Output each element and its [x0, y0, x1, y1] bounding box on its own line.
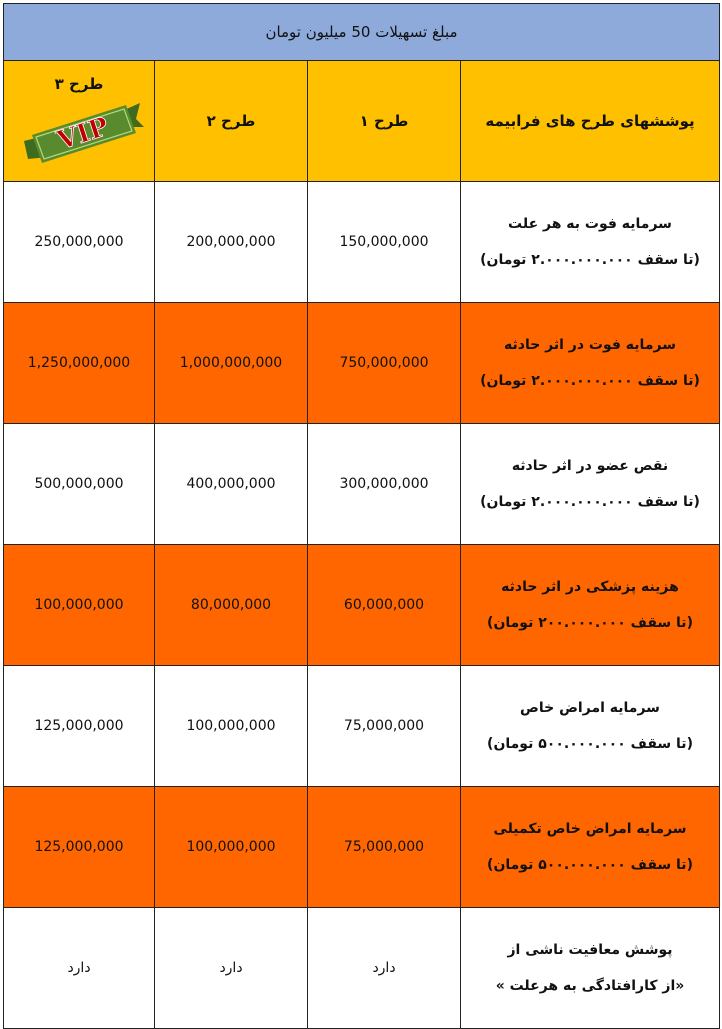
- table-row: [4, 666, 720, 787]
- header-plan1: طرح ۱: [308, 61, 461, 182]
- plan1-value: دارد: [308, 908, 461, 1029]
- coverage-cell: [461, 303, 720, 424]
- coverage-cap: (تا سقف ۲۰۰.۰۰۰.۰۰۰ تومان): [487, 615, 693, 631]
- plan2-value: 100,000,000: [155, 787, 308, 908]
- title-row: [4, 4, 720, 61]
- header-plan3-label: طرح ۳: [54, 75, 104, 93]
- coverage-name: سرمایه امراض خاص تکمیلی: [493, 821, 687, 837]
- header-row: [4, 61, 720, 182]
- vip-ribbon-icon: [18, 97, 148, 169]
- header-coverage: پوششهای طرح های فرابیمه: [461, 61, 720, 182]
- vip-badge-text: VIP: [53, 111, 113, 157]
- coverage-cap: (تا سقف ۵۰۰.۰۰۰.۰۰۰ تومان): [487, 857, 693, 873]
- plan2-value: دارد: [155, 908, 308, 1029]
- coverage-cell: [461, 424, 720, 545]
- plan3-value: 250,000,000: [4, 182, 155, 303]
- coverage-cap: (تا سقف ۲.۰۰۰.۰۰۰.۰۰۰ تومان): [480, 252, 700, 268]
- plan2-value: 80,000,000: [155, 545, 308, 666]
- plan3-value: 125,000,000: [4, 787, 155, 908]
- plan2-value: 1,000,000,000: [155, 303, 308, 424]
- coverage-name: هزینه پزشکی در اثر حادثه: [501, 579, 679, 595]
- table-row: [4, 303, 720, 424]
- table-row: [4, 182, 720, 303]
- coverage-name: پوشش معافیت ناشی از: [507, 942, 673, 958]
- plan1-value: 60,000,000: [308, 545, 461, 666]
- plan1-value: 300,000,000: [308, 424, 461, 545]
- coverage-cap: (تا سقف ۵۰۰.۰۰۰.۰۰۰ تومان): [487, 736, 693, 752]
- table-row: [4, 787, 720, 908]
- coverage-name: سرمایه امراض خاص: [520, 700, 660, 716]
- coverage-cell: [461, 666, 720, 787]
- plan3-value: 500,000,000: [4, 424, 155, 545]
- table-row: [4, 424, 720, 545]
- plan2-value: 400,000,000: [155, 424, 308, 545]
- coverage-cell: [461, 545, 720, 666]
- plan3-value: 100,000,000: [4, 545, 155, 666]
- coverage-cell: [461, 787, 720, 908]
- coverage-name: نقص عضو در اثر حادثه: [511, 458, 669, 474]
- plan1-value: 75,000,000: [308, 787, 461, 908]
- plan3-value: 1,250,000,000: [4, 303, 155, 424]
- header-plan2: طرح ۲: [155, 61, 308, 182]
- coverage-cap: (تا سقف ۲.۰۰۰.۰۰۰.۰۰۰ تومان): [480, 494, 700, 510]
- coverage-cap: « از کارافتادگی به هرعلت»: [495, 978, 685, 994]
- coverage-name: سرمایه فوت به هر علت: [508, 216, 672, 232]
- coverage-cell: [461, 908, 720, 1029]
- coverage-cap: (تا سقف ۲.۰۰۰.۰۰۰.۰۰۰ تومان): [480, 373, 700, 389]
- plan2-value: 200,000,000: [155, 182, 308, 303]
- table-title: مبلغ تسهیلات 50 میلیون تومان: [4, 4, 720, 61]
- plan2-value: 100,000,000: [155, 666, 308, 787]
- table-row: [4, 545, 720, 666]
- coverage-cell: [461, 182, 720, 303]
- coverage-name: سرمایه فوت در اثر حادثه: [504, 337, 676, 353]
- table-row: [4, 908, 720, 1029]
- plan1-value: 75,000,000: [308, 666, 461, 787]
- plan1-value: 150,000,000: [308, 182, 461, 303]
- plan1-value: 750,000,000: [308, 303, 461, 424]
- plan3-value: 125,000,000: [4, 666, 155, 787]
- header-plan3: [4, 61, 155, 182]
- plans-table: [3, 3, 720, 1029]
- plan3-value: دارد: [4, 908, 155, 1029]
